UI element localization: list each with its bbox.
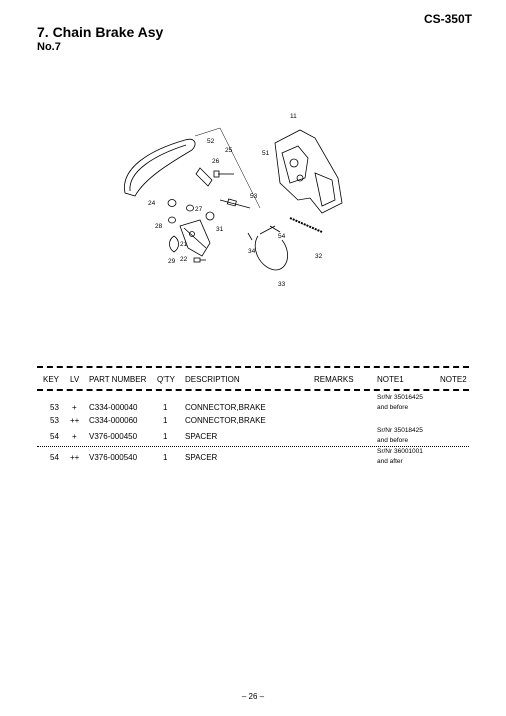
section-title: 7. Chain Brake Asy <box>37 24 164 40</box>
row-part-number: C334-000040 <box>89 403 138 412</box>
row-key: 53 <box>50 403 59 412</box>
row-part-number: V376-000450 <box>89 432 138 441</box>
row-description: CONNECTOR,BRAKE <box>185 416 266 425</box>
row-key: 53 <box>50 416 59 425</box>
callout-52: 52 <box>207 138 215 145</box>
row-lv: ++ <box>70 416 80 425</box>
row-note1-line1: Sr/Nr 35018425 <box>377 427 423 434</box>
callout-27: 27 <box>195 206 203 213</box>
row-note1-line1: Sr/Nr 35016425 <box>377 394 423 401</box>
callout-53: 53 <box>250 193 258 200</box>
callout-54: 54 <box>278 233 286 240</box>
row-description: SPACER <box>185 453 218 462</box>
model-number: CS-350T <box>423 12 472 26</box>
col-remarks: REMARKS <box>314 375 354 384</box>
exploded-parts-diagram <box>110 108 370 293</box>
row-description: CONNECTOR,BRAKE <box>185 403 266 412</box>
hand-guard-shape <box>124 139 195 196</box>
col-note2: NOTE2 <box>440 375 467 384</box>
row-key: 54 <box>50 432 59 441</box>
row-note1-line2: and before <box>377 404 409 411</box>
callout-26: 26 <box>212 158 220 165</box>
row-note1-line2: and before <box>377 437 409 444</box>
col-part-number: PART NUMBER <box>89 375 147 384</box>
row-qty: 1 <box>163 416 168 425</box>
table-header-rule <box>37 389 469 391</box>
row-lv: + <box>72 432 77 441</box>
row-note1-line2: and after <box>377 458 403 465</box>
row-qty: 1 <box>163 432 168 441</box>
callout-25: 25 <box>225 147 233 154</box>
col-lv: LV <box>70 375 80 384</box>
callout-22: 22 <box>180 256 188 263</box>
row-lv: ++ <box>70 453 80 462</box>
col-qty: Q'TY <box>157 375 175 384</box>
callout-21: 21 <box>180 241 188 248</box>
callout-33: 33 <box>278 281 286 288</box>
row-description: SPACER <box>185 432 218 441</box>
sprocket-cover-shape <box>275 130 342 213</box>
row-part-number: V376-000540 <box>89 453 138 462</box>
callout-29: 29 <box>168 258 176 265</box>
callout-24: 24 <box>148 200 156 207</box>
table-top-rule <box>37 366 469 368</box>
row-lv: + <box>72 403 77 412</box>
callout-31: 31 <box>216 226 224 233</box>
page-number: – 26 – <box>241 692 265 701</box>
row-note1-line1: Sr/Nr 36001001 <box>377 448 423 455</box>
row-qty: 1 <box>163 453 168 462</box>
col-note1: NOTE1 <box>377 375 404 384</box>
callout-32: 32 <box>315 253 323 260</box>
callout-28: 28 <box>155 223 163 230</box>
callout-34: 34 <box>248 248 256 255</box>
callout-11: 11 <box>290 113 297 120</box>
col-description: DESCRIPTION <box>185 375 240 384</box>
col-key: KEY <box>43 375 60 384</box>
row-qty: 1 <box>163 403 168 412</box>
row-key: 54 <box>50 453 59 462</box>
row-part-number: C334-000060 <box>89 416 138 425</box>
figure-number: No.7 <box>37 41 61 53</box>
callout-51: 51 <box>262 150 270 157</box>
